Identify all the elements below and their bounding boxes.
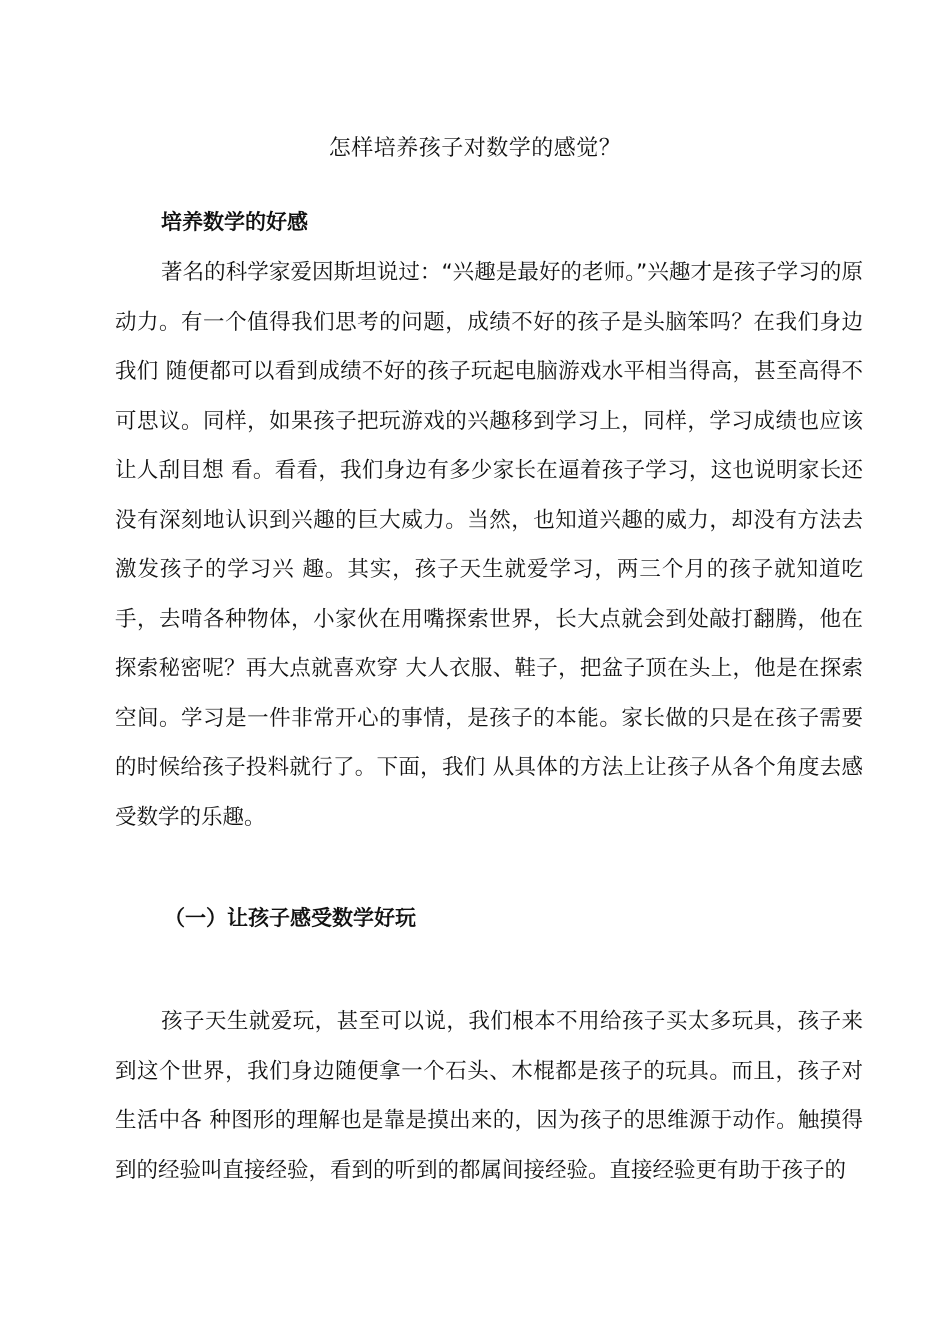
document-title: 怎样培养孩子对数学的感觉？: [328, 136, 622, 161]
section-heading: 培养数学的好感: [161, 210, 308, 234]
intro-paragraph: 著名的科学家爱因斯坦说过：“兴趣是最好的老师。”兴趣才是孩子学习的原动力。有一个值得我们思考的问题，成绩不好的孩子是头脑笨吗？在我们身边我们 随便都可以看到成绩不好的孩子玩起电脑游戏水平相当得高，甚至高得不可思议。同样，如果孩子把玩游戏的兴趣移到学习上，同样，学习成绩也应该让人刮目想 看。看看，我们身边有多少家长在逼着孩子学习，这也说明家长还没有深刻地认识到兴趣的巨大威力。当然，也知道兴趣的威力，却没有方法去激发孩子的学习兴 趣。其实，孩子天生就爱学习，两三个月的孩子就知道吃手，去啃各种物体，小家伙在用嘴探索世界，长大点就会到处敲打翻腾，他在探索秘密呢？再大点就喜欢穿 大人衣服、鞋子，把盆子顶在头上，他是在探索空间。学习是一件非常开心的事情，是孩子的本能。家长做的只是在孩子需要的时候给孩子投料就行了。下面，我们 从具体的方法上让孩子从各个角度去感受数学的乐趣。: [115, 260, 863, 830]
subsection-paragraph: 孩子天生就爱玩，甚至可以说，我们根本不用给孩子买太多玩具，孩子来到这个世界，我们身边随便拿一个石头、木棍都是孩子的玩具。而且，孩子对生活中各 种图形的理解也是靠是摸出来的，因为孩子的思维源于动作。触摸得到的经验叫直接经验，看到的听到的都属间接经验。直接经验更有助于孩子的: [115, 1009, 863, 1183]
subsection-heading: （一）让孩子感受数学好玩: [164, 906, 416, 930]
